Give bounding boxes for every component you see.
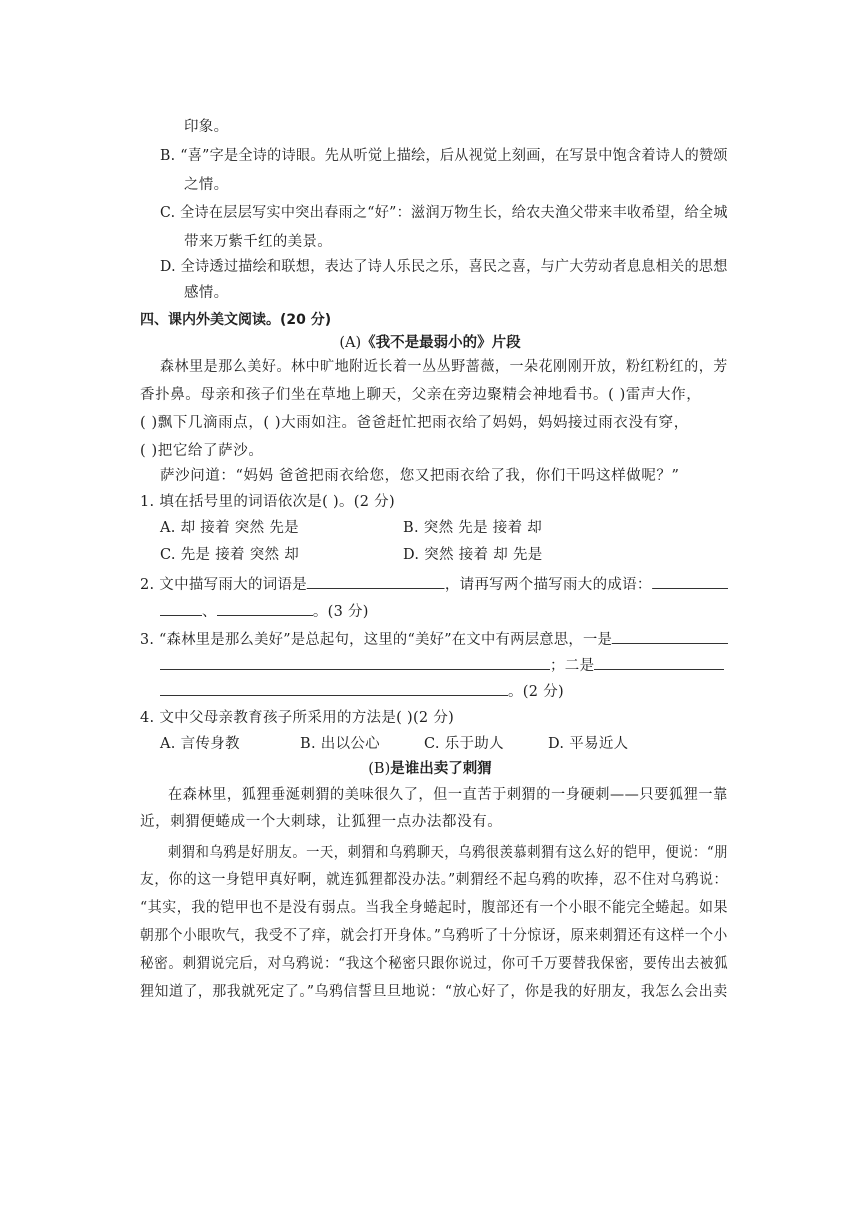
passage-b-heading-prefix: (B) xyxy=(368,761,391,777)
passage-a-heading-prefix: (A) xyxy=(339,335,362,351)
question-1-option-c: C. 先是 接着 突然 却 xyxy=(160,547,300,563)
answer-blank[interactable] xyxy=(612,628,728,644)
passage-a-heading xyxy=(0,333,860,353)
passage-b-heading xyxy=(0,759,860,779)
question-3-line1 xyxy=(140,628,728,650)
passage-b-line: 在森林里，狐狸垂涎刺猬的美味很久了，但一直苦于刺猬的一身硬刺——只要狐狸一靠 xyxy=(168,787,728,803)
answer-blank[interactable] xyxy=(217,600,313,616)
section-four-title: 四、课内外美文阅读。(20 分) xyxy=(140,312,332,328)
question-2-line1 xyxy=(140,573,728,595)
question-2-line2 xyxy=(160,600,369,622)
question-3-mid: ；二是 xyxy=(550,658,595,674)
option-c-line1: C. 全诗在层层写实中突出春雨之“好”：滋润万物生长，给农夫渔父带来丰收希望，给全城 xyxy=(160,205,728,221)
question-4-option-b: B. 出以公心 xyxy=(300,736,380,752)
question-2-end: 。(3 分) xyxy=(312,604,369,620)
question-2-sep: 、 xyxy=(202,604,217,620)
option-b-line1: B. “喜”字是全诗的诗眼。先从听觉上描绘，后从视觉上刻画，在写景中饱含着诗人的赞颂 xyxy=(160,148,728,164)
question-1-option-d: D. 突然 接着 却 先是 xyxy=(403,547,543,563)
question-4-stem: 4. 文中父母亲教育孩子所采用的方法是( )(2 分) xyxy=(140,710,455,726)
question-4-option-c: C. 乐于助人 xyxy=(424,736,504,752)
question-4-option-a: A. 言传身教 xyxy=(160,736,240,752)
option-c-line2: 带来万紫千红的美景。 xyxy=(184,234,332,250)
passage-a-line: 香扑鼻。母亲和孩子们坐在草地上聊天，父亲在旁边聚精会神地看书。( )雷声大作， xyxy=(140,387,702,403)
question-4-option-d: D. 平易近人 xyxy=(548,736,629,752)
option-d-line2: 感情。 xyxy=(184,285,229,301)
passage-a-heading-title: 《我不是最弱小的》片段 xyxy=(361,335,521,351)
answer-blank[interactable] xyxy=(160,680,508,696)
question-3-end: 。(2 分) xyxy=(508,684,564,700)
question-3-line2 xyxy=(160,654,724,676)
option-b-line2: 之情。 xyxy=(184,177,229,193)
passage-a-line: 森林里是那么美好。林中旷地附近长着一丛丛野蔷薇，一朵花刚刚开放，粉红粉红的，芳 xyxy=(160,359,728,375)
passage-b-line: 朝那个小眼吹气，我受不了痒，就会打开身体。”乌鸦听了十分惊讶，原来刺猬还有这样一个小 xyxy=(140,928,728,944)
question-3-stem: 3. “森林里是那么美好”是总起句，这里的“美好”在文中有两层意思，一是 xyxy=(140,632,613,648)
option-d-line1: D. 全诗透过描绘和联想，表达了诗人乐民之乐，喜民之喜，与广大劳动者息息相关的思想 xyxy=(160,259,728,275)
passage-b-heading-title: 是谁出卖了刺猬 xyxy=(390,761,492,777)
passage-b-line: 狸知道了，那我就死定了。”乌鸦信誓旦旦地说：“放心好了，你是我的好朋友，我怎么会出卖 xyxy=(140,984,728,1000)
answer-blank[interactable] xyxy=(160,654,550,670)
passage-b-line: 刺猬和乌鸦是好朋友。一天，刺猬和乌鸦聊天，乌鸦很羡慕刺猬有这么好的铠甲，便说：“朋 xyxy=(168,845,728,861)
answer-blank[interactable] xyxy=(307,573,445,589)
question-1-stem: 1. 填在括号里的词语依次是( )。(2 分) xyxy=(140,494,395,510)
passage-a-line: 萨沙问道：“妈妈 爸爸把雨衣给您，您又把雨衣给了我，你们干吗这样做呢？” xyxy=(160,468,680,484)
question-1-option-b: B. 突然 先是 接着 却 xyxy=(403,520,543,536)
passage-b-line: 友，你的这一身铠甲真好啊，就连狐狸都没办法。”刺猬经不起乌鸦的吹捧，忍不住对乌鸦说： xyxy=(140,872,728,888)
answer-blank[interactable] xyxy=(160,600,202,616)
question-2-mid: ，请再写两个描写雨大的成语： xyxy=(444,577,652,593)
passage-a-line: ( )飘下几滴雨点，( )大雨如注。爸爸赶忙把雨衣给了妈妈，妈妈接过雨衣没有穿， xyxy=(140,415,689,431)
option-a-tail: 印象。 xyxy=(184,119,229,135)
passage-b-line: “其实，我的铠甲也不是没有弱点。当我全身蜷起时，腹部还有一个小眼不能完全蜷起。如果 xyxy=(140,900,729,916)
answer-blank[interactable] xyxy=(594,654,724,670)
question-3-line3 xyxy=(160,680,564,702)
question-1-option-a: A. 却 接着 突然 先是 xyxy=(160,520,299,536)
passage-b-line: 近，刺猬便蜷成一个大刺球，让狐狸一点办法都没有。 xyxy=(140,814,503,830)
question-2-stem: 2. 文中描写雨大的词语是 xyxy=(140,577,308,593)
passage-a-line: ( )把它给了萨沙。 xyxy=(140,443,264,459)
passage-b-line: 秘密。刺猬说完后，对乌鸦说：“我这个秘密只跟你说过，你可千万要替我保密，要传出去被狐 xyxy=(140,956,729,972)
answer-blank[interactable] xyxy=(652,573,728,589)
